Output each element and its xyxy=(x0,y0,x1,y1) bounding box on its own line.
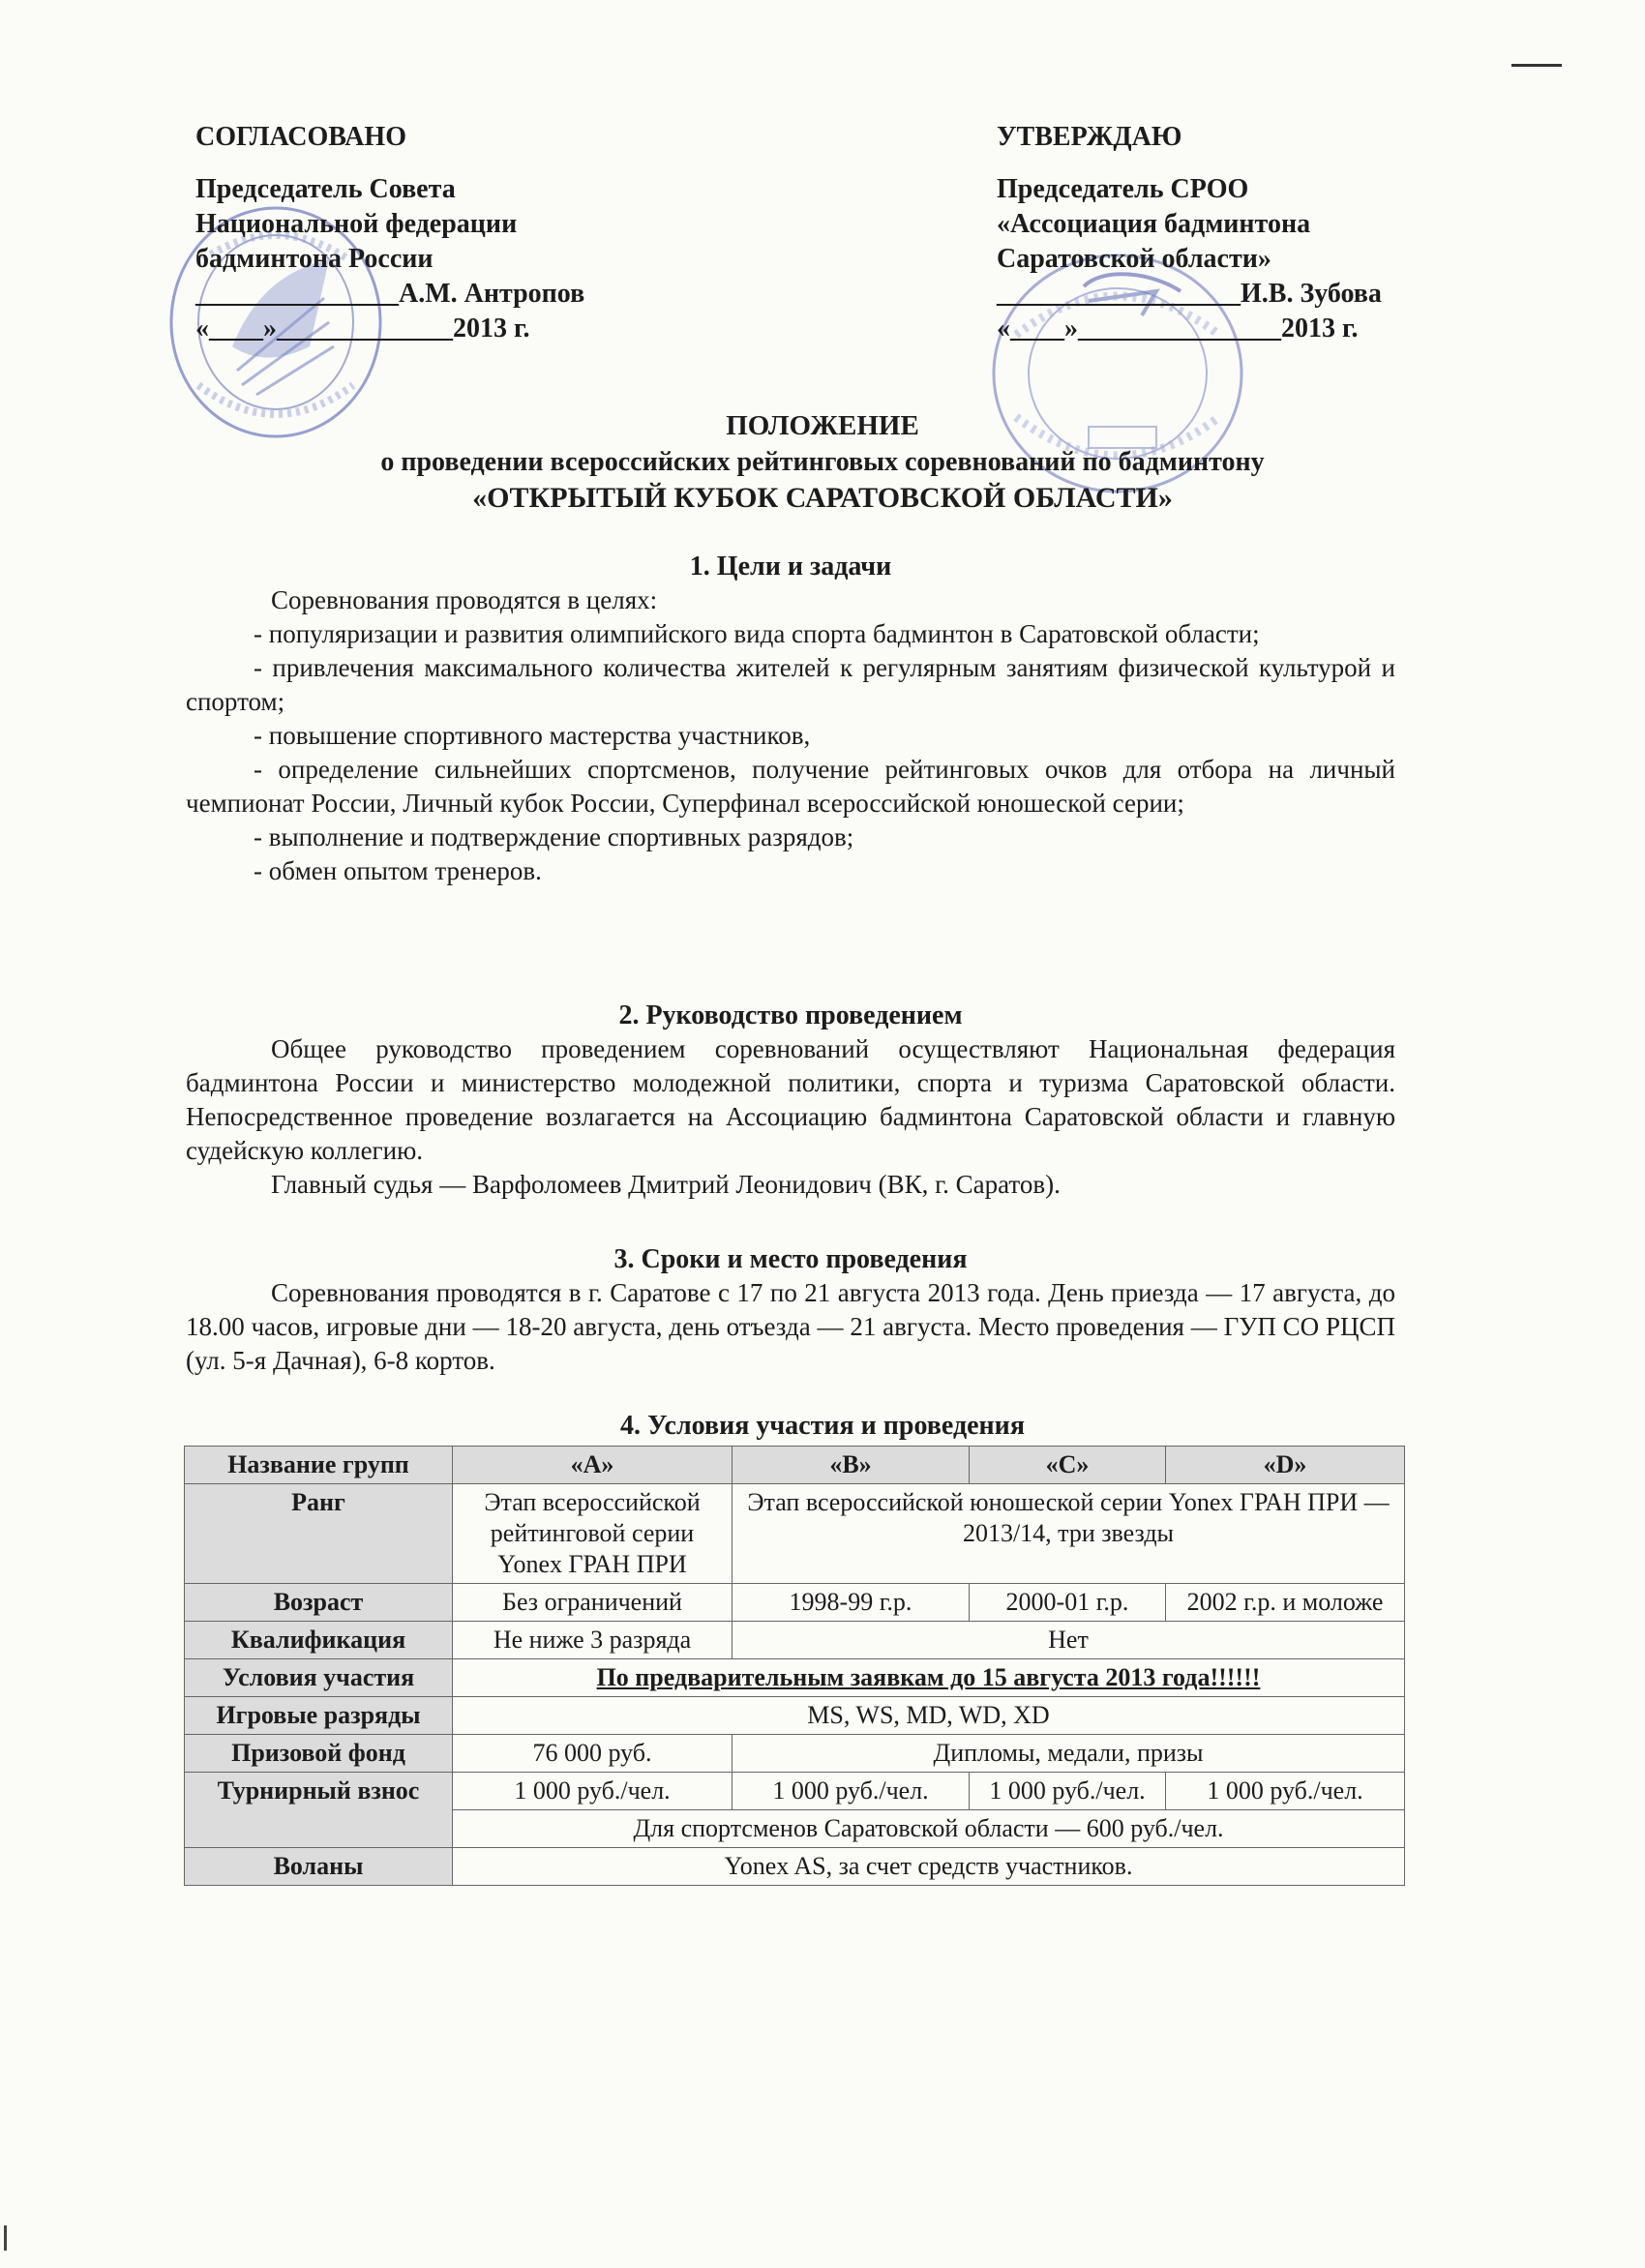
list-item: - определение сильнейших спортсменов, получение рейтинговых очков для отбора на личный чемпионат России, Личный кубок России, Суперфинал всероссийской юношеской серии; xyxy=(186,755,1395,818)
table-cell: 1 000 руб./чел. xyxy=(970,1773,1166,1810)
table-cell: 76 000 руб. xyxy=(453,1735,733,1773)
table-cell: «D» xyxy=(1166,1447,1405,1484)
approval-left-line: бадминтона России xyxy=(195,244,434,274)
list-item: - обмен опытом тренеров. xyxy=(254,856,542,885)
table-row xyxy=(185,1697,1405,1735)
table-cell: «A» xyxy=(453,1447,733,1484)
table-row xyxy=(185,1848,1405,1886)
table-cell: Нет xyxy=(733,1622,1405,1659)
table-row xyxy=(185,1735,1405,1773)
table-cell: «C» xyxy=(970,1447,1166,1484)
doc-subtitle: о проведении всероссийских рейтинговых соревнований по бадминтону xyxy=(380,447,1265,477)
table-cell: 1 000 руб./чел. xyxy=(1166,1773,1405,1810)
table-cell: По предварительным заявкам до 15 августа 2013 года!!!!!! xyxy=(453,1659,1405,1697)
table-row xyxy=(185,1773,1405,1810)
list-item: - повышение спортивного мастерства участников, xyxy=(254,721,811,750)
table-row xyxy=(185,1584,1405,1622)
table-cell: 1998-99 г.р. xyxy=(733,1584,970,1622)
section-management xyxy=(186,999,1395,1202)
list-item: - популяризации и развития олимпийского вида спорта бадминтон в Саратовской области; xyxy=(254,619,1260,648)
table-cell: Игровые разряды xyxy=(185,1697,453,1735)
table-row xyxy=(185,1659,1405,1697)
approval-left-line: Национальной федерации xyxy=(195,209,518,239)
paragraph: Главный судья — Варфоломеев Дмитрий Леонидович (ВК, г. Саратов). xyxy=(271,1170,1061,1199)
doc-event-name: «ОТКРЫТЫЙ КУБОК САРАТОВСКОЙ ОБЛАСТИ» xyxy=(472,482,1173,514)
scan-mark-top xyxy=(1511,64,1562,67)
list-item: - выполнение и подтверждение спортивных разрядов; xyxy=(254,822,854,851)
table-cell: Без ограничений xyxy=(453,1584,733,1622)
table-cell: «B» xyxy=(733,1447,970,1484)
section-dates-venue xyxy=(186,1242,1395,1378)
approval-right-signature: __________________И.В. Зубова xyxy=(997,279,1382,309)
paragraph: Соревнования проводятся в г. Саратове с 17 по 21 августа 2013 года. День приезда — 17 августа, до 18.00 часов, игровые дни — 18-20 августа, день отъезда — 21 августа. Место проведения — ГУП СО РЦСП (ул. 5-я Дачная), 6-8 кортов. xyxy=(186,1278,1395,1375)
approval-right-line: Председатель СРОО xyxy=(997,174,1249,204)
table-cell: 1 000 руб./чел. xyxy=(453,1773,733,1810)
table-cell: 2000-01 г.р. xyxy=(970,1584,1166,1622)
table-row xyxy=(185,1622,1405,1659)
approval-right-line: Саратовской области» xyxy=(997,244,1271,274)
section-goals xyxy=(186,550,1395,888)
section-intro: Соревнования проводятся в целях: xyxy=(271,585,658,614)
table-cell: 1 000 руб./чел. xyxy=(733,1773,970,1810)
table-row xyxy=(185,1447,1405,1484)
section-title: 2. Руководство проведением xyxy=(618,1000,963,1030)
doc-title: ПОЛОЖЕНИЕ xyxy=(726,410,919,441)
section-title: 1. Цели и задачи xyxy=(689,552,892,582)
table-cell: Дипломы, медали, призы xyxy=(733,1735,1405,1773)
table-cell: Квалификация xyxy=(185,1622,453,1659)
scan-mark-left xyxy=(4,2225,7,2251)
approval-right-date: «____»_______________2013 г. xyxy=(997,313,1359,343)
table-cell: Yonex AS, за счет средств участников. xyxy=(453,1848,1405,1886)
table-cell: Этап всероссийской юношеской серии Yonex ГРАН ПРИ — 2013/14, три звезды xyxy=(733,1484,1405,1584)
table-cell: Название групп xyxy=(185,1447,453,1484)
table-cell: Призовой фонд xyxy=(185,1735,453,1773)
section-title: 4. Условия участия и проведения xyxy=(620,1411,1025,1441)
table-cell: 2002 г.р. и моложе xyxy=(1166,1584,1405,1622)
table-row xyxy=(185,1484,1405,1584)
paragraph: Общее руководство проведением соревнований осуществляют Национальная федерация бадминтона России и министерство молодежной политики, спорта и туризма Саратовской области. Непосредственное проведение возлагается на Ассоциацию бадминтона Саратовской области и главную судейскую коллегию. xyxy=(186,1034,1395,1165)
approval-left xyxy=(195,120,584,346)
approval-right-line: «Ассоциация бадминтона xyxy=(997,209,1311,239)
table-cell: Возраст xyxy=(185,1584,453,1622)
table-cell: Для спортсменов Саратовской области — 600 руб./чел. xyxy=(453,1810,1405,1848)
table-cell: Условия участия xyxy=(185,1659,453,1697)
table-cell: Этап всероссийской рейтинговой серии Yonex ГРАН ПРИ xyxy=(453,1484,733,1584)
approval-left-signature: _______________А.М. Антропов xyxy=(195,279,585,309)
section-title: 3. Сроки и место проведения xyxy=(613,1244,968,1274)
approval-right xyxy=(997,120,1382,346)
approval-right-heading: УТВЕРЖДАЮ xyxy=(997,122,1182,152)
table-cell: Воланы xyxy=(185,1848,453,1886)
table-cell: MS, WS, MD, WD, XD xyxy=(453,1697,1405,1735)
approval-left-heading: СОГЛАСОВАНО xyxy=(195,122,406,152)
table-cell: Турнирный взнос xyxy=(185,1773,453,1848)
table-cell: Ранг xyxy=(185,1484,453,1584)
approval-left-line: Председатель Совета xyxy=(195,174,456,204)
conditions-table xyxy=(184,1446,1405,1886)
table-cell: Не ниже 3 разряда xyxy=(453,1622,733,1659)
list-item: - привлечения максимального количества жителей к регулярным занятиям физической культурой и спортом; xyxy=(186,653,1395,716)
approval-left-date: «____»_____________2013 г. xyxy=(195,313,530,343)
